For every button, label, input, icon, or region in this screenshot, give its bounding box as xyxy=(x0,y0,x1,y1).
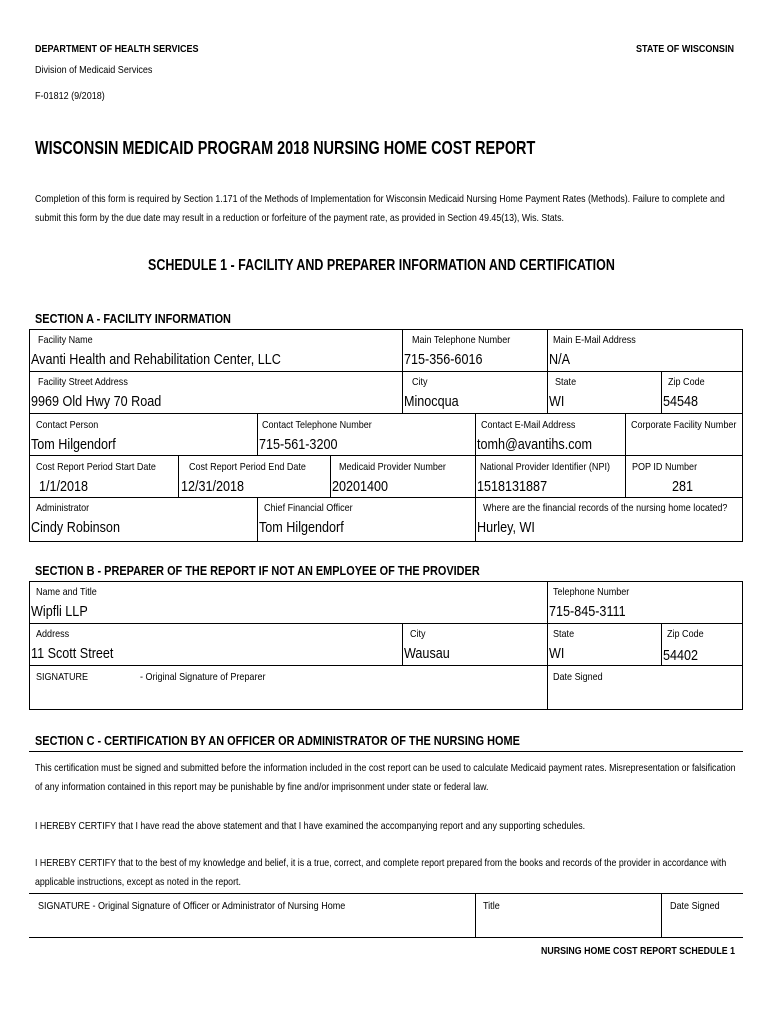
preparer-date-signed-label: Date Signed xyxy=(553,671,603,683)
preparer-state-label: State xyxy=(553,628,575,640)
preparer-signature-note: - Original Signature of Preparer xyxy=(140,671,266,683)
contact-person-label: Contact Person xyxy=(36,419,99,431)
section-a-title: SECTION A - FACILITY INFORMATION xyxy=(35,311,231,326)
preparer-address-value: 11 Scott Street xyxy=(31,645,114,662)
officer-signature-label: SIGNATURE - Original Signature of Officer or Administrator of Nursing Home xyxy=(38,900,346,912)
period-end-label: Cost Report Period End Date xyxy=(189,461,306,473)
section-c-title: SECTION C - CERTIFICATION BY AN OFFICER OR ADMINISTRATOR OF THE NURSING HOME xyxy=(35,733,520,748)
contact-email-label: Contact E-Mail Address xyxy=(481,419,576,431)
contact-email-value: tomh@avantihs.com xyxy=(477,436,593,453)
records-location-label: Where are the financial records of the nursing home located? xyxy=(483,502,728,514)
schedule-title: SCHEDULE 1 - FACILITY AND PREPARER INFORMATION AND CERTIFICATION xyxy=(148,257,615,274)
main-phone-value: 715-356-6016 xyxy=(404,351,483,368)
main-email-value: N/A xyxy=(549,351,571,368)
officer-title-label: Title xyxy=(483,900,500,912)
medicaid-provider-value: 20201400 xyxy=(332,478,389,495)
facility-name-label: Facility Name xyxy=(38,334,93,346)
form-number: F-01812 (9/2018) xyxy=(35,90,105,102)
street-label: Facility Street Address xyxy=(38,376,128,388)
preparer-zip-label: Zip Code xyxy=(667,628,704,640)
facility-name-value: Avanti Health and Rehabilitation Center, LLC xyxy=(31,351,281,368)
zip-label: Zip Code xyxy=(668,376,705,388)
period-start-value: 1/1/2018 xyxy=(39,478,89,495)
npi-value: 1518131887 xyxy=(477,478,548,495)
certify-statement-2: I HEREBY CERTIFY that to the best of my knowledge and belief, it is a true, correct, and complete report prepared from the books and records of the provider in accordance with applicable instructions, except as noted in the report. xyxy=(35,857,727,888)
npi-label: National Provider Identifier (NPI) xyxy=(480,461,610,473)
corporate-facility-label: Corporate Facility Number xyxy=(631,419,737,431)
section-b-title: SECTION B - PREPARER OF THE REPORT IF NOT AN EMPLOYEE OF THE PROVIDER xyxy=(35,563,480,578)
department-name: DEPARTMENT OF HEALTH SERVICES xyxy=(35,43,199,55)
officer-date-signed-label: Date Signed xyxy=(670,900,720,912)
main-phone-label: Main Telephone Number xyxy=(412,334,511,346)
period-start-label: Cost Report Period Start Date xyxy=(36,461,156,473)
zip-value: 54548 xyxy=(663,393,699,410)
page-title: WISCONSIN MEDICAID PROGRAM 2018 NURSING HOME COST REPORT xyxy=(35,137,536,158)
period-end-value: 12/31/2018 xyxy=(181,478,245,495)
preparer-name-value: Wipfli LLP xyxy=(31,603,88,620)
intro-paragraph: Completion of this form is required by Section 1.171 of the Methods of Implementation for Wisconsin Medicaid Nursing Home Payment Rates (Methods). Failure to complete and submit this form by the due date may result in a reduction or forfeiture of the payment rate, as provided in Section 49.45(13), Wis. Stats. xyxy=(35,193,725,224)
preparer-state-value: WI xyxy=(549,645,565,662)
state-label: State xyxy=(555,376,577,388)
pop-id-label: POP ID Number xyxy=(632,461,698,473)
division-name: Division of Medicaid Services xyxy=(35,64,153,76)
street-value: 9969 Old Hwy 70 Road xyxy=(31,393,162,410)
main-email-label: Main E-Mail Address xyxy=(553,334,636,346)
preparer-address-label: Address xyxy=(36,628,70,640)
city-label: City xyxy=(412,376,428,388)
preparer-city-label: City xyxy=(410,628,426,640)
medicaid-provider-label: Medicaid Provider Number xyxy=(339,461,446,473)
state-value: WI xyxy=(549,393,565,410)
preparer-zip-value: 54402 xyxy=(663,647,699,664)
page-footer: NURSING HOME COST REPORT SCHEDULE 1 xyxy=(540,945,735,957)
state-name: STATE OF WISCONSIN xyxy=(636,43,734,55)
preparer-name-label: Name and Title xyxy=(36,586,97,598)
cfo-label: Chief Financial Officer xyxy=(264,502,353,514)
contact-phone-value: 715-561-3200 xyxy=(259,436,338,453)
pop-id-value: 281 xyxy=(672,478,694,495)
city-value: Minocqua xyxy=(404,393,459,410)
certify-statement-1: I HEREBY CERTIFY that I have read the above statement and that I have examined the accompanying report and any supporting schedules. xyxy=(35,820,586,832)
records-location-value: Hurley, WI xyxy=(477,519,535,536)
preparer-signature-label: SIGNATURE xyxy=(36,671,89,683)
preparer-city-value: Wausau xyxy=(404,645,450,662)
contact-person-value: Tom Hilgendorf xyxy=(31,436,116,453)
preparer-phone-value: 715-845-3111 xyxy=(549,603,626,620)
preparer-phone-label: Telephone Number xyxy=(553,586,630,598)
certification-paragraph: This certification must be signed and submitted before the information included in the cost report can be used to calculate Medicaid payment rates. Misrepresentation or falsification of any information contained in this report may be punishable by fine and/or imprisonment under state or federal law. xyxy=(35,762,736,793)
contact-phone-label: Contact Telephone Number xyxy=(262,419,372,431)
cfo-value: Tom Hilgendorf xyxy=(259,519,344,536)
administrator-value: Cindy Robinson xyxy=(31,519,120,536)
administrator-label: Administrator xyxy=(36,502,90,514)
